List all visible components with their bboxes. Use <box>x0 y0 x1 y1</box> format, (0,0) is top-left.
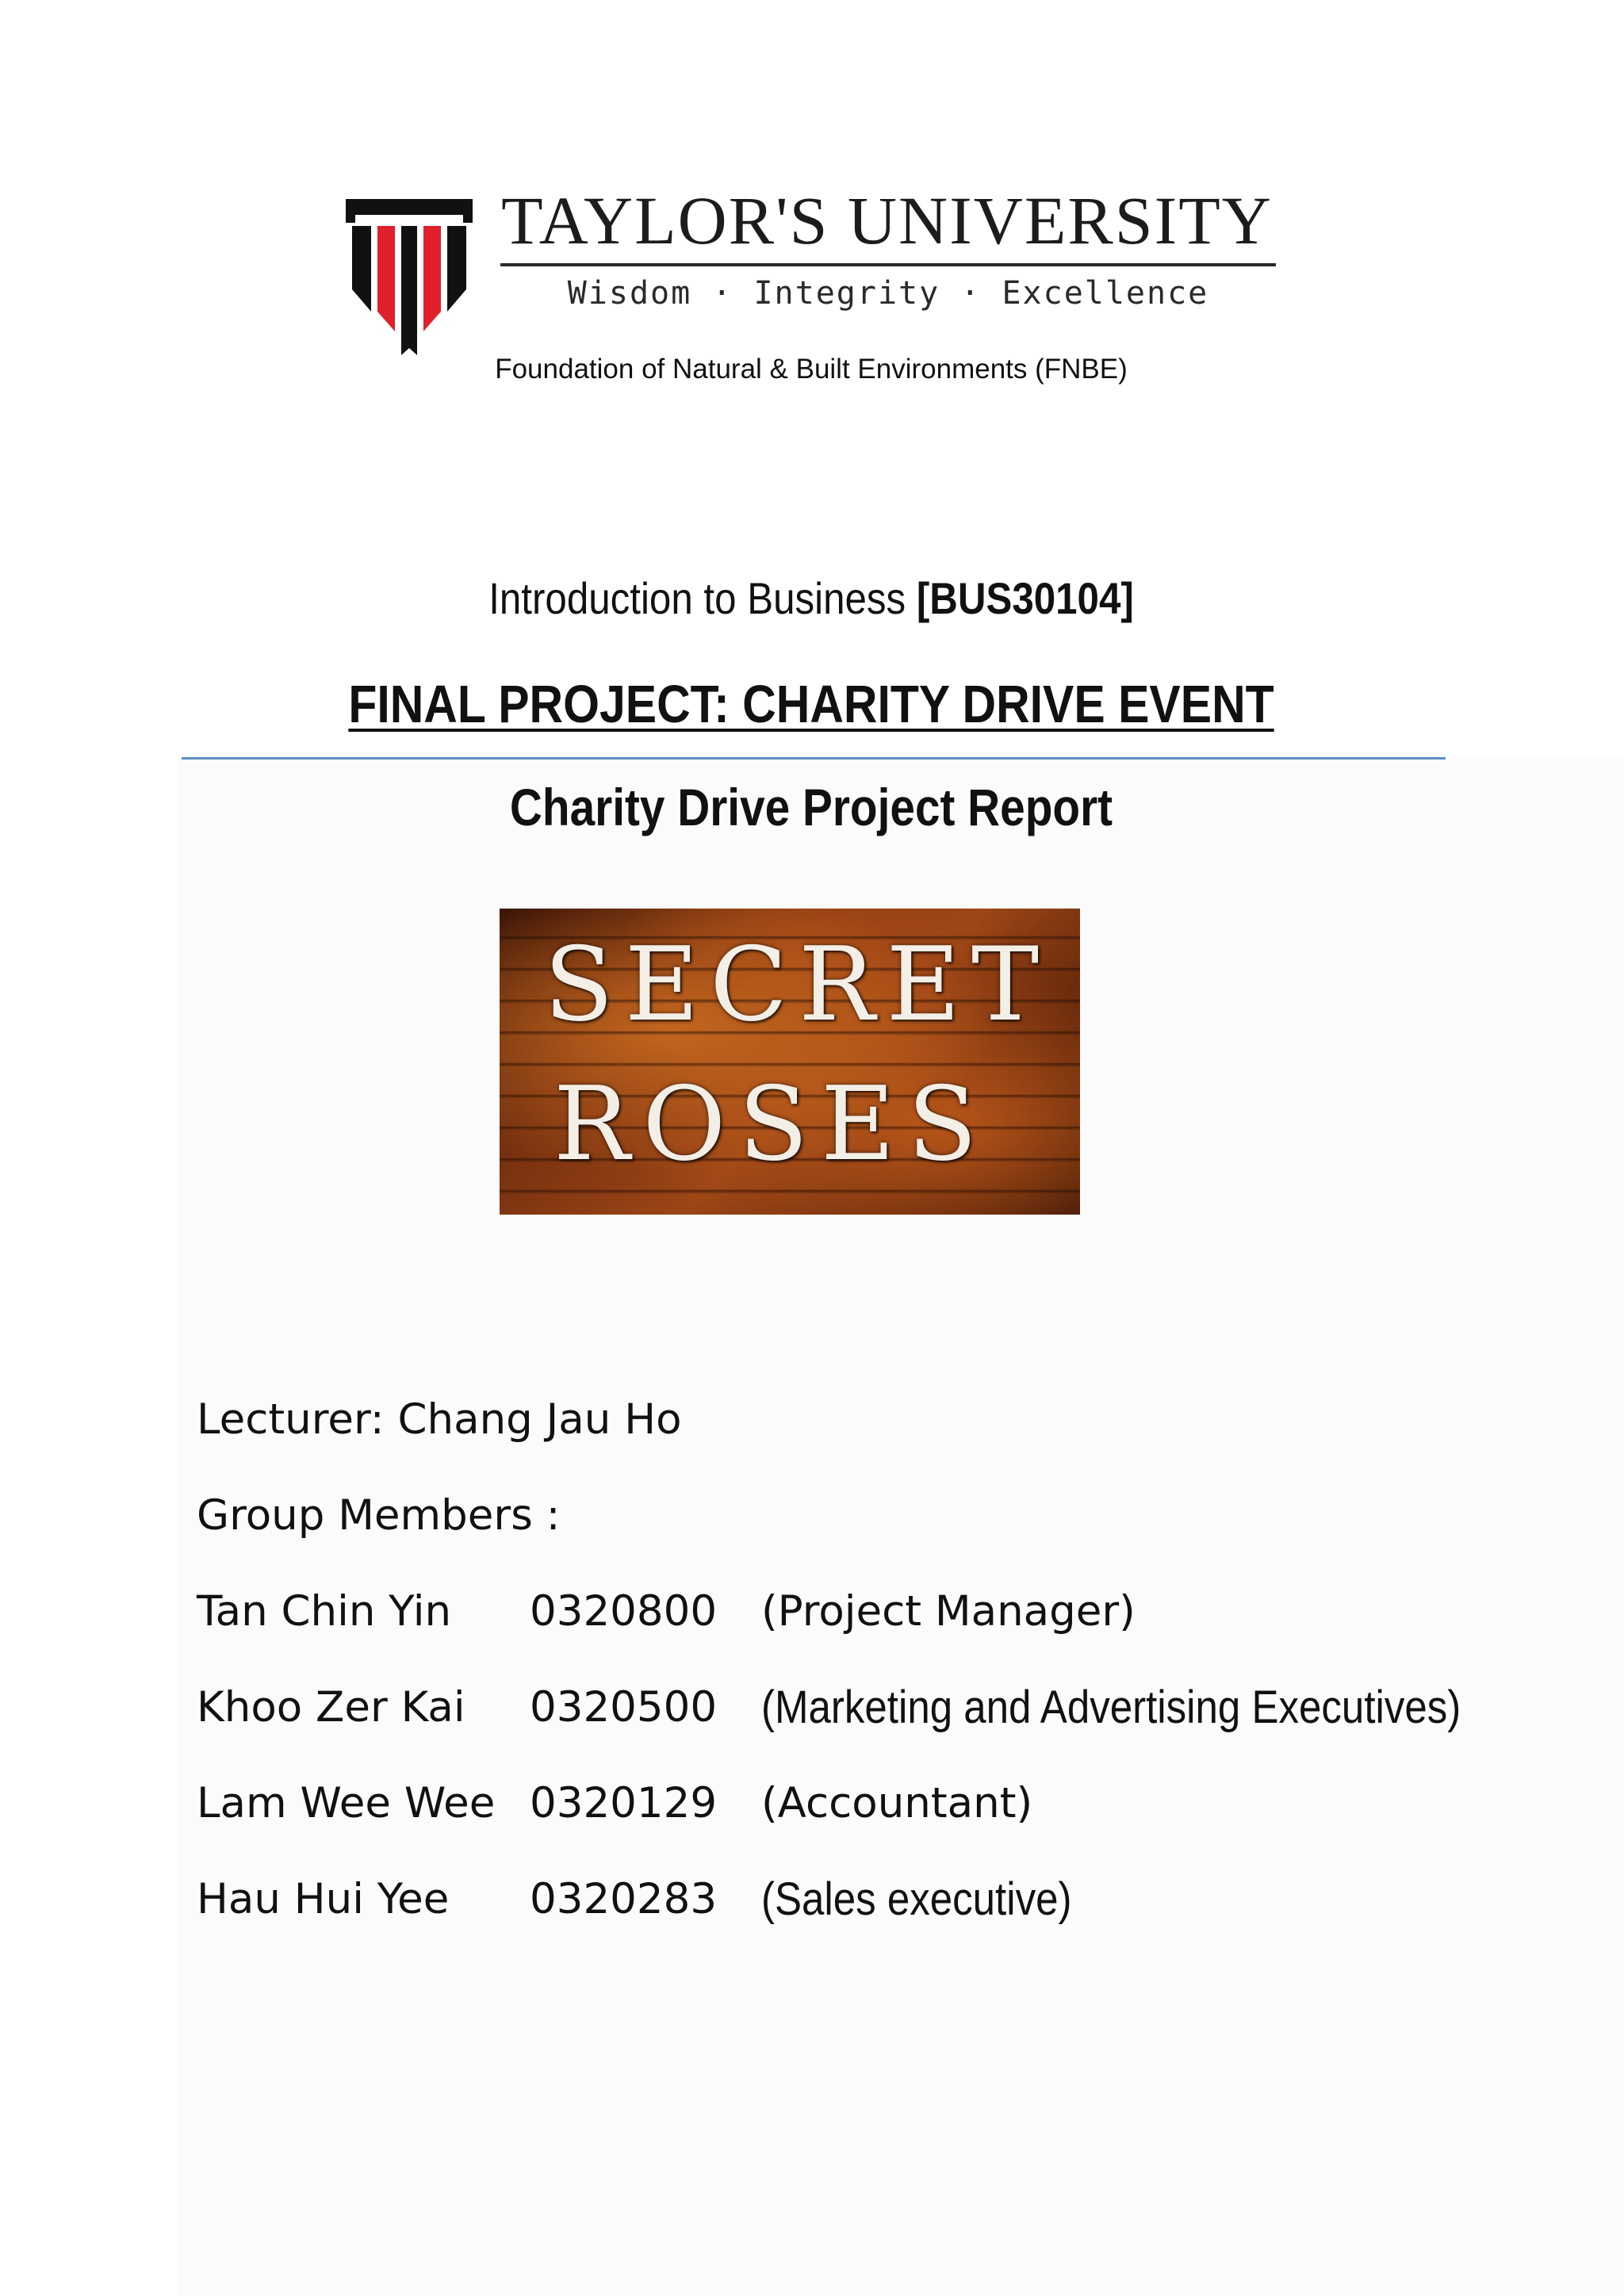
course-name: Introduction to Business <box>488 573 906 623</box>
course-code: [BUS30104] <box>916 573 1134 623</box>
member-id: 0320129 <box>530 1779 718 1827</box>
logo-divider <box>500 263 1276 266</box>
university-name: TAYLOR'S UNIVERSITY <box>501 182 1273 258</box>
member-row <box>0 1679 1624 1736</box>
member-name: Lam Wee Wee <box>197 1779 496 1827</box>
member-row <box>0 1871 1624 1928</box>
member-name: Khoo Zer Kai <box>197 1683 465 1732</box>
faculty-name: Foundation of Natural & Built Environments (FNBE) <box>495 354 1128 385</box>
member-id: 0320283 <box>530 1875 718 1923</box>
report-title: Charity Drive Project Report <box>509 778 1113 836</box>
course-title <box>377 567 1246 630</box>
member-role: (Sales executive) <box>761 1873 1072 1925</box>
group-members-label: Group Members : <box>197 1491 561 1540</box>
member-id: 0320500 <box>530 1683 718 1732</box>
member-row <box>0 1775 1624 1832</box>
final-project-heading: FINAL PROJECT: CHARITY DRIVE EVENT <box>348 675 1274 734</box>
final-project-title <box>307 670 1316 740</box>
member-role: (Project Manager) <box>761 1587 1136 1636</box>
lecturer-line: Lecturer: Chang Jau Ho <box>197 1395 682 1444</box>
member-role: (Marketing and Advertising Executives) <box>761 1682 1461 1733</box>
banner-line-2: ROSES <box>553 1066 990 1184</box>
secret-roses-banner <box>500 909 1080 1215</box>
member-id: 0320800 <box>530 1587 718 1636</box>
member-row <box>0 1583 1624 1640</box>
university-emblem-icon <box>346 193 473 355</box>
member-role: (Accountant) <box>761 1779 1033 1827</box>
member-name: Tan Chin Yin <box>197 1587 452 1636</box>
member-name: Hau Hui Yee <box>197 1875 450 1923</box>
university-tagline: Wisdom · Integrity · Excellence <box>567 275 1209 312</box>
banner-line-1: SECRET <box>544 926 1051 1044</box>
section-divider <box>182 757 1446 760</box>
